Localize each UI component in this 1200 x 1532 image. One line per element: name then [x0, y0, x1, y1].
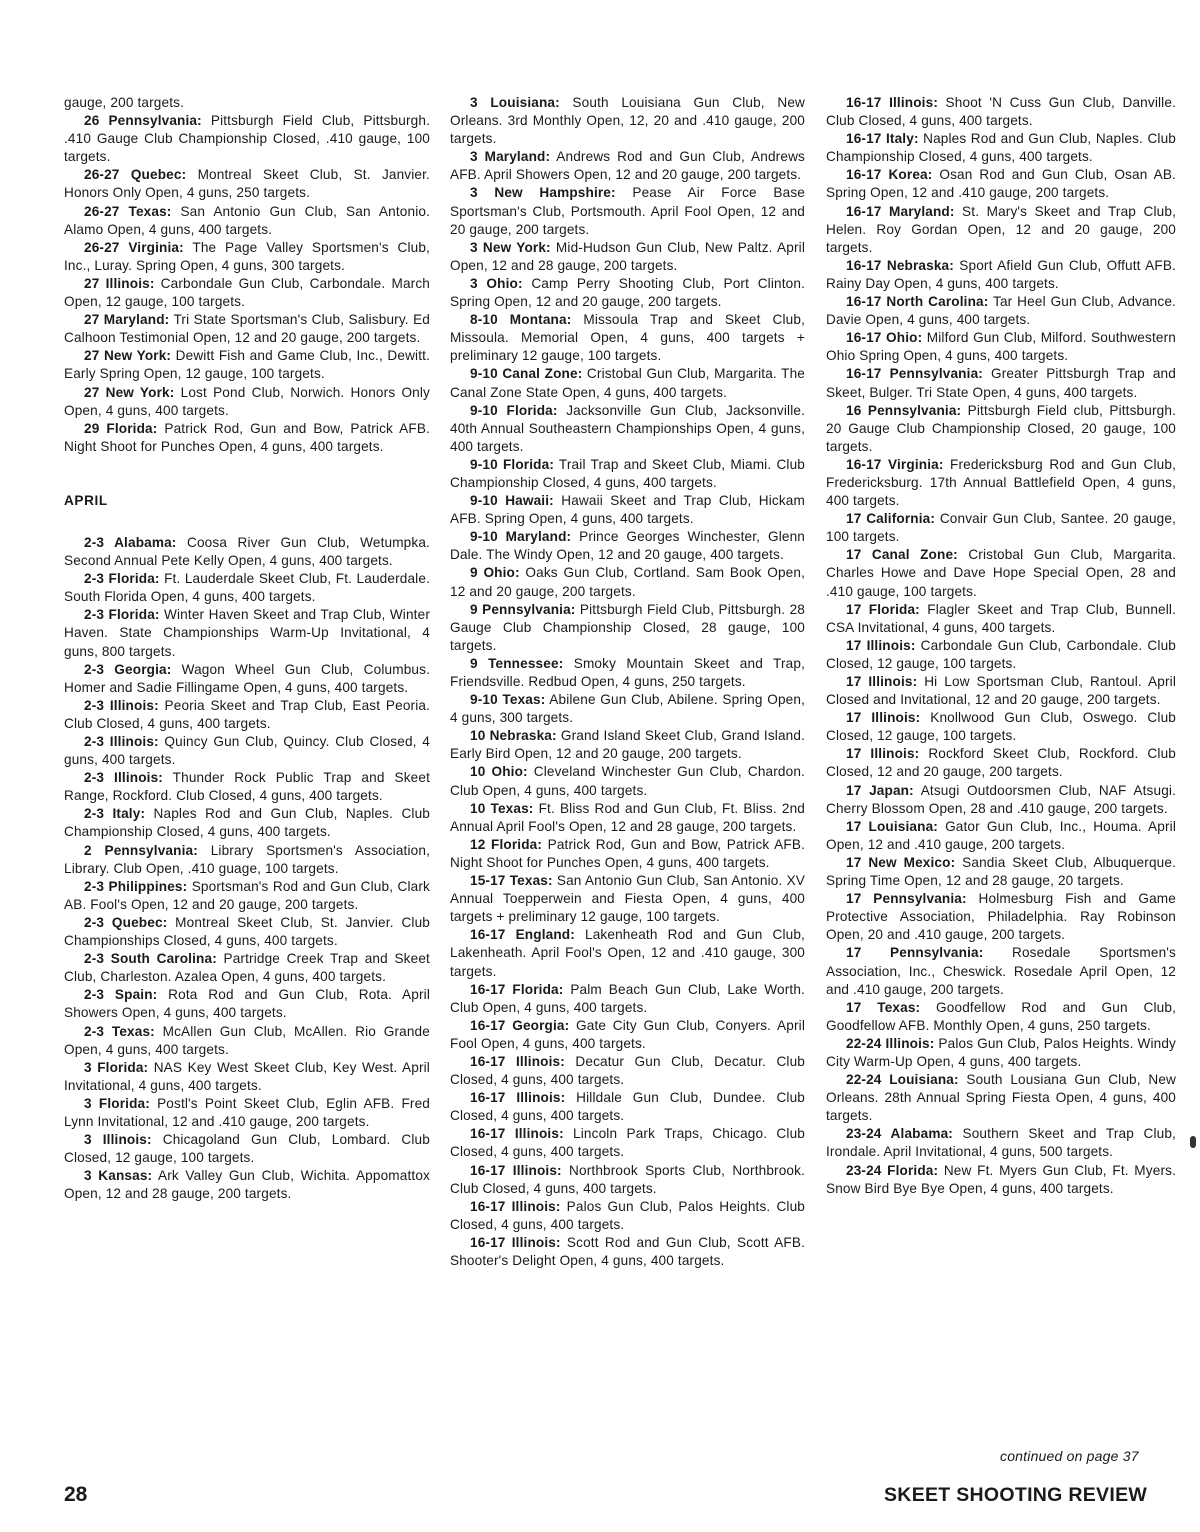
event-date-state: 17 Illinois:: [846, 674, 918, 689]
event-details: Milford Gun Club, Milford. Southwestern Ohio Spring Open, 4 guns, 400 targets.: [826, 330, 1176, 364]
event-details: San Antonio Gun Club, San Antonio. Alamo Open, 4 guns, 400 targets.: [64, 203, 431, 237]
event-date-state: 27 Illinois:: [84, 275, 155, 291]
event-listing: [450, 872, 805, 926]
event-details: Winter Haven Skeet and Trap Club, Winter Haven. State Championships Warm-Up Invitational, 4 guns, 800 targets.: [64, 607, 430, 659]
event-details: Cristobal Gun Club, Margarita. The Canal Zone State Open, 4 guns, 400 targets.: [450, 366, 805, 400]
event-details: Northbrook Sports Club, Northbrook. Club Closed, 4 guns, 400 targets.: [450, 1162, 806, 1196]
event-details: McAllen Gun Club, McAllen. Rio Grande Open, 4 guns, 400 targets.: [64, 1023, 430, 1057]
entries-right: [826, 94, 1176, 1198]
event-date-state: 16-17 Italy:: [846, 131, 919, 147]
event-date-state: 17 Illinois:: [846, 710, 921, 726]
event-details: Patrick Rod, Gun and Bow, Patrick AFB. Night Shoot for Punches Open, 4 guns, 400 targets.: [64, 420, 430, 454]
event-date-state: 16-17 Maryland:: [846, 203, 955, 219]
event-listing: [826, 999, 1176, 1035]
margin-mark: [1190, 1136, 1196, 1148]
event-details: Montreal Skeet Club, St. Janvier. Club Championships Closed, 4 guns, 400 targets.: [64, 914, 430, 949]
continued-note: continued on page 37: [1000, 1448, 1139, 1464]
event-date-state: 3 New York:: [470, 239, 551, 255]
event-listing: [64, 239, 430, 275]
event-listing: [450, 836, 805, 872]
event-listing: [64, 769, 430, 805]
event-listing: [826, 94, 1176, 130]
event-listing: [64, 914, 430, 950]
event-date-state: 9-10 Hawaii:: [470, 493, 554, 509]
event-details: Oaks Gun Club, Cortland. Sam Book Open, 12 and 20 gauge, 200 targets.: [450, 565, 806, 599]
event-date-state: 2-3 Italy:: [84, 806, 146, 822]
event-details: Postl's Point Skeet Club, Eglin AFB. Fred Lynn Invitational, 12 and .410 gauge, 200 targets.: [64, 1095, 430, 1129]
event-listing: [826, 402, 1176, 456]
event-date-state: 15-17 Texas:: [470, 873, 553, 889]
event-listing: [826, 782, 1176, 818]
event-listing: [826, 456, 1176, 510]
event-details: Palos Gun Club, Palos Heights. Windy City Warm-Up Open, 4 guns, 400 targets.: [826, 1035, 1176, 1069]
event-date-state: 12 Florida:: [470, 836, 543, 852]
event-date-state: 17 Illinois:: [846, 637, 916, 653]
event-details: Scott Rod and Gun Club, Scott AFB. Shooter's Delight Open, 4 guns, 400 targets.: [450, 1234, 806, 1268]
event-listing: [64, 1131, 430, 1167]
event-listing: [450, 1125, 805, 1161]
event-date-state: 10 Ohio:: [470, 764, 528, 780]
event-details: South Lousiana Gun Club, New Orleans. 28th Annual Spring Fiesta Open, 4 guns, 400 targets.: [826, 1072, 1177, 1124]
event-date-state: 16-17 Illinois:: [470, 1234, 561, 1250]
event-listing: [64, 733, 430, 769]
event-date-state: 3 Florida:: [84, 1059, 149, 1075]
event-details: Hawaii Skeet and Trap Club, Hickam AFB. Spring Open, 4 guns, 400 targets.: [450, 493, 805, 527]
event-listing: [826, 944, 1176, 998]
event-date-state: 9-10 Florida:: [470, 402, 558, 418]
event-date-state: 9-10 Texas:: [470, 692, 546, 708]
event-listing: [450, 1162, 805, 1198]
event-details: Sport Afield Gun Club, Offutt AFB. Rainy Day Open, 4 guns, 400 targets.: [826, 257, 1176, 291]
event-date-state: 3 Illinois:: [84, 1132, 152, 1148]
event-listing: [64, 805, 430, 841]
event-date-state: 16-17 Georgia:: [470, 1017, 570, 1033]
event-details: Lincoln Park Traps, Chicago. Club Closed, 4 guns, 400 targets.: [450, 1126, 805, 1160]
event-date-state: 17 Pennsylvania:: [846, 891, 967, 907]
event-date-state: 9 Pennsylvania:: [470, 601, 576, 617]
entries-march: [64, 112, 430, 456]
event-details: Sandia Skeet Club, Albuquerque. Spring Time Open, 12 and 28 gauge, 20 targets.: [826, 854, 1176, 889]
event-details: Thunder Rock Public Trap and Skeet Range, Rockford. Club Closed, 4 guns, 400 targets.: [64, 770, 430, 804]
event-date-state: 3 Maryland:: [470, 149, 551, 165]
event-details: Flagler Skeet and Trap Club, Bunnell. CSA Invitational, 4 guns, 400 targets.: [826, 601, 1177, 635]
event-date-state: 17 New Mexico:: [846, 854, 956, 870]
event-date-state: 17 Canal Zone:: [846, 547, 958, 563]
column-right: [826, 94, 1176, 1198]
event-listing: [64, 112, 430, 166]
event-date-state: 27 New York:: [84, 384, 175, 400]
event-listing: [450, 184, 805, 238]
event-date-state: 2 Pennsylvania:: [84, 842, 198, 858]
event-date-state: 3 Kansas:: [84, 1168, 153, 1184]
event-date-state: 27 Maryland:: [84, 312, 170, 328]
event-listing: [64, 842, 430, 878]
event-listing: [450, 655, 805, 691]
event-listing: [450, 800, 805, 836]
event-details: Naples Rod and Gun Club, Naples. Club Championship Closed, 4 guns, 400 targets.: [826, 131, 1176, 165]
event-date-state: 2-3 Quebec:: [84, 914, 168, 930]
event-details: Gate City Gun Club, Conyers. April Fool Open, 4 guns, 400 targets.: [450, 1017, 805, 1051]
event-details: Smoky Mountain Skeet and Trap, Friendsville. Redbud Open, 4 guns, 250 targets.: [450, 655, 805, 689]
event-listing: [450, 1234, 805, 1270]
event-date-state: 16-17 England:: [470, 927, 575, 943]
event-date-state: 26-27 Virginia:: [84, 239, 184, 255]
event-details: Hilldale Gun Club, Dundee. Club Closed, 4 guns, 400 targets.: [450, 1090, 806, 1124]
event-listing: [826, 745, 1176, 781]
event-details: Fredericksburg Rod and Gun Club, Fredericksburg. 17th Annual Battlefield Open, 4 guns, 400 targets.: [826, 456, 1176, 509]
event-details: NAS Key West Skeet Club, Key West. April Invitational, 4 guns, 400 targets.: [64, 1059, 430, 1093]
event-date-state: 3 New Hampshire:: [470, 185, 616, 201]
event-listing: [450, 239, 805, 275]
event-listing: [64, 311, 430, 347]
event-details: Cleveland Winchester Gun Club, Chardon. Club Open, 4 guns, 400 targets.: [450, 764, 805, 798]
event-listing: [64, 384, 430, 420]
event-date-state: 16-17 Pennsylvania:: [846, 366, 983, 382]
event-date-state: 9-10 Maryland:: [470, 529, 572, 545]
event-date-state: 17 Texas:: [846, 999, 921, 1015]
event-details: Camp Perry Shooting Club, Port Clinton. Spring Open, 12 and 20 gauge, 200 targets.: [450, 275, 806, 310]
event-details: Andrews Rod and Gun Club, Andrews AFB. April Showers Open, 12 and 20 gauge, 200 targets.: [450, 149, 805, 183]
event-listing: [826, 203, 1176, 257]
event-date-state: 2-3 Illinois:: [84, 697, 159, 713]
event-listing: [826, 709, 1176, 745]
event-details: Pease Air Force Base Sportsman's Club, Portsmouth. April Fool Open, 12 and 20 gauge, 200 targets.: [450, 185, 805, 237]
event-listing: [64, 950, 430, 986]
event-details: Pittsburgh Field club, Pittsburgh. 20 Gauge Club Championship Closed, 20 gauge, 100 targets.: [826, 402, 1176, 454]
event-listing: [450, 763, 805, 799]
event-listing: [450, 402, 805, 456]
entries-middle: [450, 94, 805, 1270]
event-listing: [64, 697, 430, 733]
event-listing: [450, 456, 805, 492]
event-date-state: 17 Pennsylvania:: [846, 945, 984, 961]
event-listing: [450, 1017, 805, 1053]
event-listing: [450, 601, 805, 655]
event-date-state: 26-27 Texas:: [84, 203, 172, 219]
event-listing: [450, 1089, 805, 1125]
event-details: Patrick Rod, Gun and Bow, Patrick AFB. Night Shoot for Punches Open, 4 guns, 400 targets.: [450, 836, 805, 870]
event-details: Carbondale Gun Club, Carbondale. Club Closed, 12 gauge, 100 targets.: [826, 637, 1176, 671]
event-date-state: 2-3 Spain:: [84, 987, 158, 1003]
event-listing: [450, 365, 805, 401]
event-date-state: 2-3 Florida:: [84, 607, 160, 623]
event-listing: [450, 311, 805, 365]
event-details: Shoot 'N Cuss Gun Club, Danville. Club Closed, 4 guns, 400 targets.: [826, 95, 1176, 129]
event-details: Greater Pittsburgh Trap and Skeet, Bulger. Tri State Open, 4 guns, 400 targets.: [826, 366, 1176, 400]
event-listing: [64, 420, 430, 456]
event-date-state: 16-17 North Carolina:: [846, 294, 989, 310]
event-date-state: 2-3 Philippines:: [84, 878, 188, 894]
event-listing: [450, 528, 805, 564]
event-listing: [64, 534, 430, 570]
month-heading: APRIL: [64, 492, 108, 508]
event-date-state: 16 Pennsylvania:: [846, 402, 962, 418]
event-date-state: 8-10 Montana:: [470, 312, 572, 328]
entries-april: [64, 534, 430, 1203]
event-details: Jacksonville Gun Club, Jacksonville. 40th Annual Southeastern Championships Open, 4 guns, 400 targets.: [450, 402, 806, 454]
event-details: Tri State Sportsman's Club, Salisbury. Ed Calhoon Testimonial Open, 12 and 20 gauge, 200 targets.: [64, 312, 431, 346]
event-listing: [450, 275, 805, 311]
event-details: Wagon Wheel Gun Club, Columbus. Homer and Sadie Fillingame Open, 4 guns, 400 targets.: [64, 661, 430, 695]
event-date-state: 9-10 Canal Zone:: [470, 366, 583, 382]
event-details: Ft. Bliss Rod and Gun Club, Ft. Bliss. 2nd Annual April Fool's Open, 12 and 28 gauge, 200 targets.: [450, 800, 806, 834]
event-details: Atsugi Outdoorsmen Club, NAF Atsugi. Cherry Blossom Open, 28 and .410 gauge, 200 targets.: [826, 782, 1176, 816]
event-listing: [64, 1167, 430, 1203]
event-date-state: 16-17 Illinois:: [846, 95, 938, 110]
event-date-state: 16-17 Illinois:: [470, 1162, 562, 1178]
event-details: Rockford Skeet Club, Rockford. Club Closed, 12 and 20 gauge, 200 targets.: [826, 746, 1176, 780]
event-date-state: 10 Nebraska:: [470, 728, 557, 744]
event-date-state: 2-3 South Carolina:: [84, 951, 217, 967]
event-date-state: 2-3 Georgia:: [84, 661, 172, 677]
event-details: Abilene Gun Club, Abilene. Spring Open, 4 guns, 300 targets.: [450, 692, 805, 726]
event-listing: [450, 926, 805, 980]
event-date-state: 3 Louisiana:: [470, 95, 560, 110]
event-details: Carbondale Gun Club, Carbondale. March Open, 12 gauge, 100 targets.: [64, 275, 430, 310]
event-listing: [450, 492, 805, 528]
event-listing: [450, 1198, 805, 1234]
event-date-state: 17 Illinois:: [846, 746, 920, 762]
event-listing: [826, 854, 1176, 890]
event-details: Partridge Creek Trap and Skeet Club, Charleston. Azalea Open, 4 guns, 400 targets.: [64, 951, 430, 985]
event-listing: [826, 673, 1176, 709]
event-details: Rosedale Sportsmen's Association, Inc., Cheswick. Rosedale April Open, 12 and .410 gauge, 200 targets.: [826, 945, 1176, 997]
event-listing: [64, 878, 430, 914]
event-listing: [64, 1023, 430, 1059]
event-details: Pittsburgh Field Club, Pittsburgh. 28 Gauge Club Championship Closed, 28 gauge, 100 targets.: [450, 601, 805, 653]
event-listing: [826, 166, 1176, 202]
event-listing: [450, 564, 805, 600]
event-details: Palm Beach Gun Club, Lake Worth. Club Open, 4 guns, 400 targets.: [450, 981, 805, 1015]
event-details: Trail Trap and Skeet Club, Miami. Club Championship Closed, 4 guns, 400 targets.: [450, 456, 805, 490]
event-details: Goodfellow Rod and Gun Club, Goodfellow AFB. Monthly Open, 4 guns, 250 targets.: [826, 999, 1176, 1033]
event-details: Palos Gun Club, Palos Heights. Club Closed, 4 guns, 400 targets.: [450, 1198, 805, 1232]
event-details: Ft. Lauderdale Skeet Club, Ft. Lauderdale. South Florida Open, 4 guns, 400 targets.: [64, 571, 430, 605]
event-listing: [826, 1035, 1176, 1071]
event-details: Pittsburgh Field Club, Pittsburgh. .410 Gauge Club Championship Closed, .410 gauge, 100 targets.: [64, 113, 430, 165]
event-listing: [64, 606, 430, 660]
event-listing: [64, 347, 430, 383]
event-date-state: 16-17 Florida:: [470, 981, 564, 997]
event-date-state: 23-24 Florida:: [846, 1162, 939, 1178]
event-listing: [826, 365, 1176, 401]
event-details: Grand Island Skeet Club, Grand Island. Early Bird Open, 12 and 20 gauge, 200 targets.: [450, 728, 806, 762]
event-details: Convair Gun Club, Santee. 20 gauge, 100 targets.: [826, 511, 1177, 545]
event-details: Chicagoland Gun Club, Lombard. Club Closed, 12 gauge, 100 targets.: [64, 1132, 430, 1166]
event-details: Decatur Gun Club, Decatur. Club Closed, 4 guns, 400 targets.: [450, 1053, 806, 1088]
event-listing: [826, 601, 1176, 637]
event-listing: [450, 981, 805, 1017]
event-details: Dewitt Fish and Game Club, Inc., Dewitt. Early Spring Open, 12 gauge, 100 targets.: [64, 348, 431, 382]
event-date-state: 17 Japan:: [846, 782, 914, 798]
event-details: Coosa River Gun Club, Wetumpka. Second Annual Pete Kelly Open, 4 guns, 400 targets.: [64, 534, 430, 569]
event-listing: [826, 293, 1176, 329]
event-listing: [450, 148, 805, 184]
event-details: Prince Georges Winchester, Glenn Dale. The Windy Open, 12 and 20 gauge, 400 targets.: [450, 529, 805, 563]
event-details: Library Sportsmen's Association, Library. Club Open, .410 guage, 100 targets.: [64, 842, 431, 876]
event-details: St. Mary's Skeet and Trap Club, Helen. Roy Gordan Open, 12 and 20 gauge, 200 targets.: [826, 203, 1176, 255]
event-date-state: 29 Florida:: [84, 420, 158, 436]
event-listing: [64, 1095, 430, 1131]
page-number: 28: [64, 1483, 88, 1506]
event-date-state: 9-10 Florida:: [470, 456, 555, 472]
event-listing: [826, 1162, 1176, 1198]
event-listing: [450, 94, 805, 148]
event-listing: [826, 257, 1176, 293]
event-details: Ark Valley Gun Club, Wichita. Appomattox Open, 12 and 28 gauge, 200 targets.: [64, 1168, 430, 1202]
event-details: Quincy Gun Club, Quincy. Club Closed, 4 guns, 400 targets.: [64, 734, 431, 768]
event-listing: [64, 570, 430, 606]
event-details: Rota Rod and Gun Club, Rota. April Showers Open, 4 guns, 400 targets.: [64, 987, 430, 1021]
event-listing: [450, 1053, 805, 1089]
event-date-state: 3 Florida:: [84, 1095, 150, 1111]
event-details: Peoria Skeet and Trap Club, East Peoria. Club Closed, 4 guns, 400 targets.: [64, 697, 431, 731]
event-date-state: 26-27 Quebec:: [84, 167, 187, 183]
event-details: Osan Rod and Gun Club, Osan AB. Spring Open, 12 and .410 gauge, 200 targets.: [826, 167, 1176, 201]
event-listing: [826, 890, 1176, 944]
event-date-state: 22-24 Illinois:: [846, 1035, 935, 1051]
event-date-state: 9 Ohio:: [470, 565, 520, 581]
event-listing: [826, 130, 1176, 166]
event-date-state: 16-17 Nebraska:: [846, 257, 954, 273]
event-details: Cristobal Gun Club, Margarita. Charles Howe and Dave Hope Special Open, 28 and .410 gauge, 100 targets.: [826, 547, 1176, 599]
event-date-state: 16-17 Ohio:: [846, 330, 923, 346]
event-date-state: 10 Texas:: [470, 800, 534, 816]
event-date-state: 17 Florida:: [846, 601, 920, 617]
event-date-state: 2-3 Florida:: [84, 571, 160, 587]
event-details: Naples Rod and Gun Club, Naples. Club Championship Closed, 4 guns, 400 targets.: [64, 806, 431, 840]
event-date-state: 16-17 Virginia:: [846, 456, 944, 472]
event-details: The Page Valley Sportsmen's Club, Inc., Luray. Spring Open, 4 guns, 300 targets.: [64, 239, 430, 273]
event-listing: [826, 1125, 1176, 1161]
event-details: New Ft. Myers Gun Club, Ft. Myers. Snow Bird Bye Bye Open, 4 guns, 400 targets.: [826, 1162, 1176, 1196]
event-date-state: 16-17 Illinois:: [470, 1126, 564, 1142]
event-listing: [64, 203, 430, 239]
event-date-state: 2-3 Illinois:: [84, 734, 159, 749]
event-listing: [64, 661, 430, 697]
event-date-state: 26 Pennsylvania:: [84, 113, 202, 129]
event-listing: [64, 275, 430, 311]
event-listing: [64, 986, 430, 1022]
event-date-state: 27 New York:: [84, 348, 172, 364]
event-listing: [450, 727, 805, 763]
event-listing: [826, 818, 1176, 854]
event-date-state: 9 Tennessee:: [470, 655, 564, 671]
event-date-state: 16-17 Illinois:: [470, 1198, 561, 1214]
event-details: Gator Gun Club, Inc., Houma. April Open, 12 and .410 gauge, 200 targets.: [826, 818, 1176, 852]
event-details: Missoula Trap and Skeet Club, Missoula. Memorial Open, 4 guns, 400 targets + preliminary 12 gauge, 100 targets.: [450, 312, 805, 364]
event-details: Holmesburg Fish and Game Protective Association, Philadelphia. Ray Robinson Open, 20 and .410 gauge, 200 targets.: [826, 891, 1176, 943]
event-listing: [826, 546, 1176, 600]
event-date-state: 23-24 Alabama:: [846, 1126, 953, 1142]
event-listing: [826, 329, 1176, 365]
event-listing: [64, 166, 430, 202]
event-details: Knollwood Gun Club, Oswego. Club Closed, 12 gauge, 100 targets.: [826, 710, 1176, 744]
event-details: San Antonio Gun Club, San Antonio. XV Annual Toepperwein and Fiesta Open, 4 guns, 400 targets + preliminary 12 gauge, 100 targets.: [450, 873, 806, 925]
event-listing: [826, 637, 1176, 673]
event-date-state: 2-3 Alabama:: [84, 534, 177, 550]
continued-text: gauge, 200 targets.: [64, 95, 184, 110]
event-date-state: 16-17 Illinois:: [470, 1053, 565, 1069]
column-left: [64, 94, 430, 1203]
event-details: Lakenheath Rod and Gun Club, Lakenheath. April Fool's Open, 12 and .410 gauge, 300 targets.: [450, 927, 805, 979]
event-details: Lost Pond Club, Norwich. Honors Only Open, 4 guns, 400 targets.: [64, 384, 430, 418]
event-date-state: 16-17 Illinois:: [470, 1090, 566, 1106]
event-details: Sportsman's Rod and Gun Club, Clark AB. Fool's Open, 12 and 20 gauge, 200 targets.: [64, 878, 430, 912]
event-details: Hi Low Sportsman Club, Rantoul. April Closed and Invitational, 12 and 20 gauge, 200 targets.: [826, 674, 1176, 708]
event-details: Montreal Skeet Club, St. Janvier. Honors Only Open, 4 guns, 250 targets.: [64, 167, 430, 201]
event-date-state: 2-3 Illinois:: [84, 770, 163, 786]
magazine-name: SKEET SHOOTING REVIEW: [884, 1484, 1148, 1506]
event-listing: [826, 510, 1176, 546]
event-listing: [450, 691, 805, 727]
event-details: Southern Skeet and Trap Club, Irondale. April Invitational, 4 guns, 500 targets.: [826, 1126, 1176, 1160]
event-details: Mid-Hudson Gun Club, New Paltz. April Open, 12 and 28 gauge, 200 targets.: [450, 239, 805, 273]
event-date-state: 16-17 Korea:: [846, 167, 933, 183]
event-date-state: 17 Louisiana:: [846, 818, 938, 834]
event-details: South Louisiana Gun Club, New Orleans. 3rd Monthly Open, 12, 20 and .410 gauge, 200 targets.: [450, 95, 805, 147]
event-date-state: 22-24 Louisiana:: [846, 1072, 959, 1088]
event-details: Tar Heel Gun Club, Advance. Davie Open, 4 guns, 400 targets.: [826, 294, 1176, 328]
event-date-state: 2-3 Texas:: [84, 1023, 155, 1039]
column-middle: [450, 94, 805, 1270]
event-listing: [64, 1059, 430, 1095]
event-date-state: 3 Ohio:: [470, 275, 523, 291]
event-listing: [826, 1071, 1176, 1125]
event-date-state: 17 California:: [846, 511, 936, 527]
